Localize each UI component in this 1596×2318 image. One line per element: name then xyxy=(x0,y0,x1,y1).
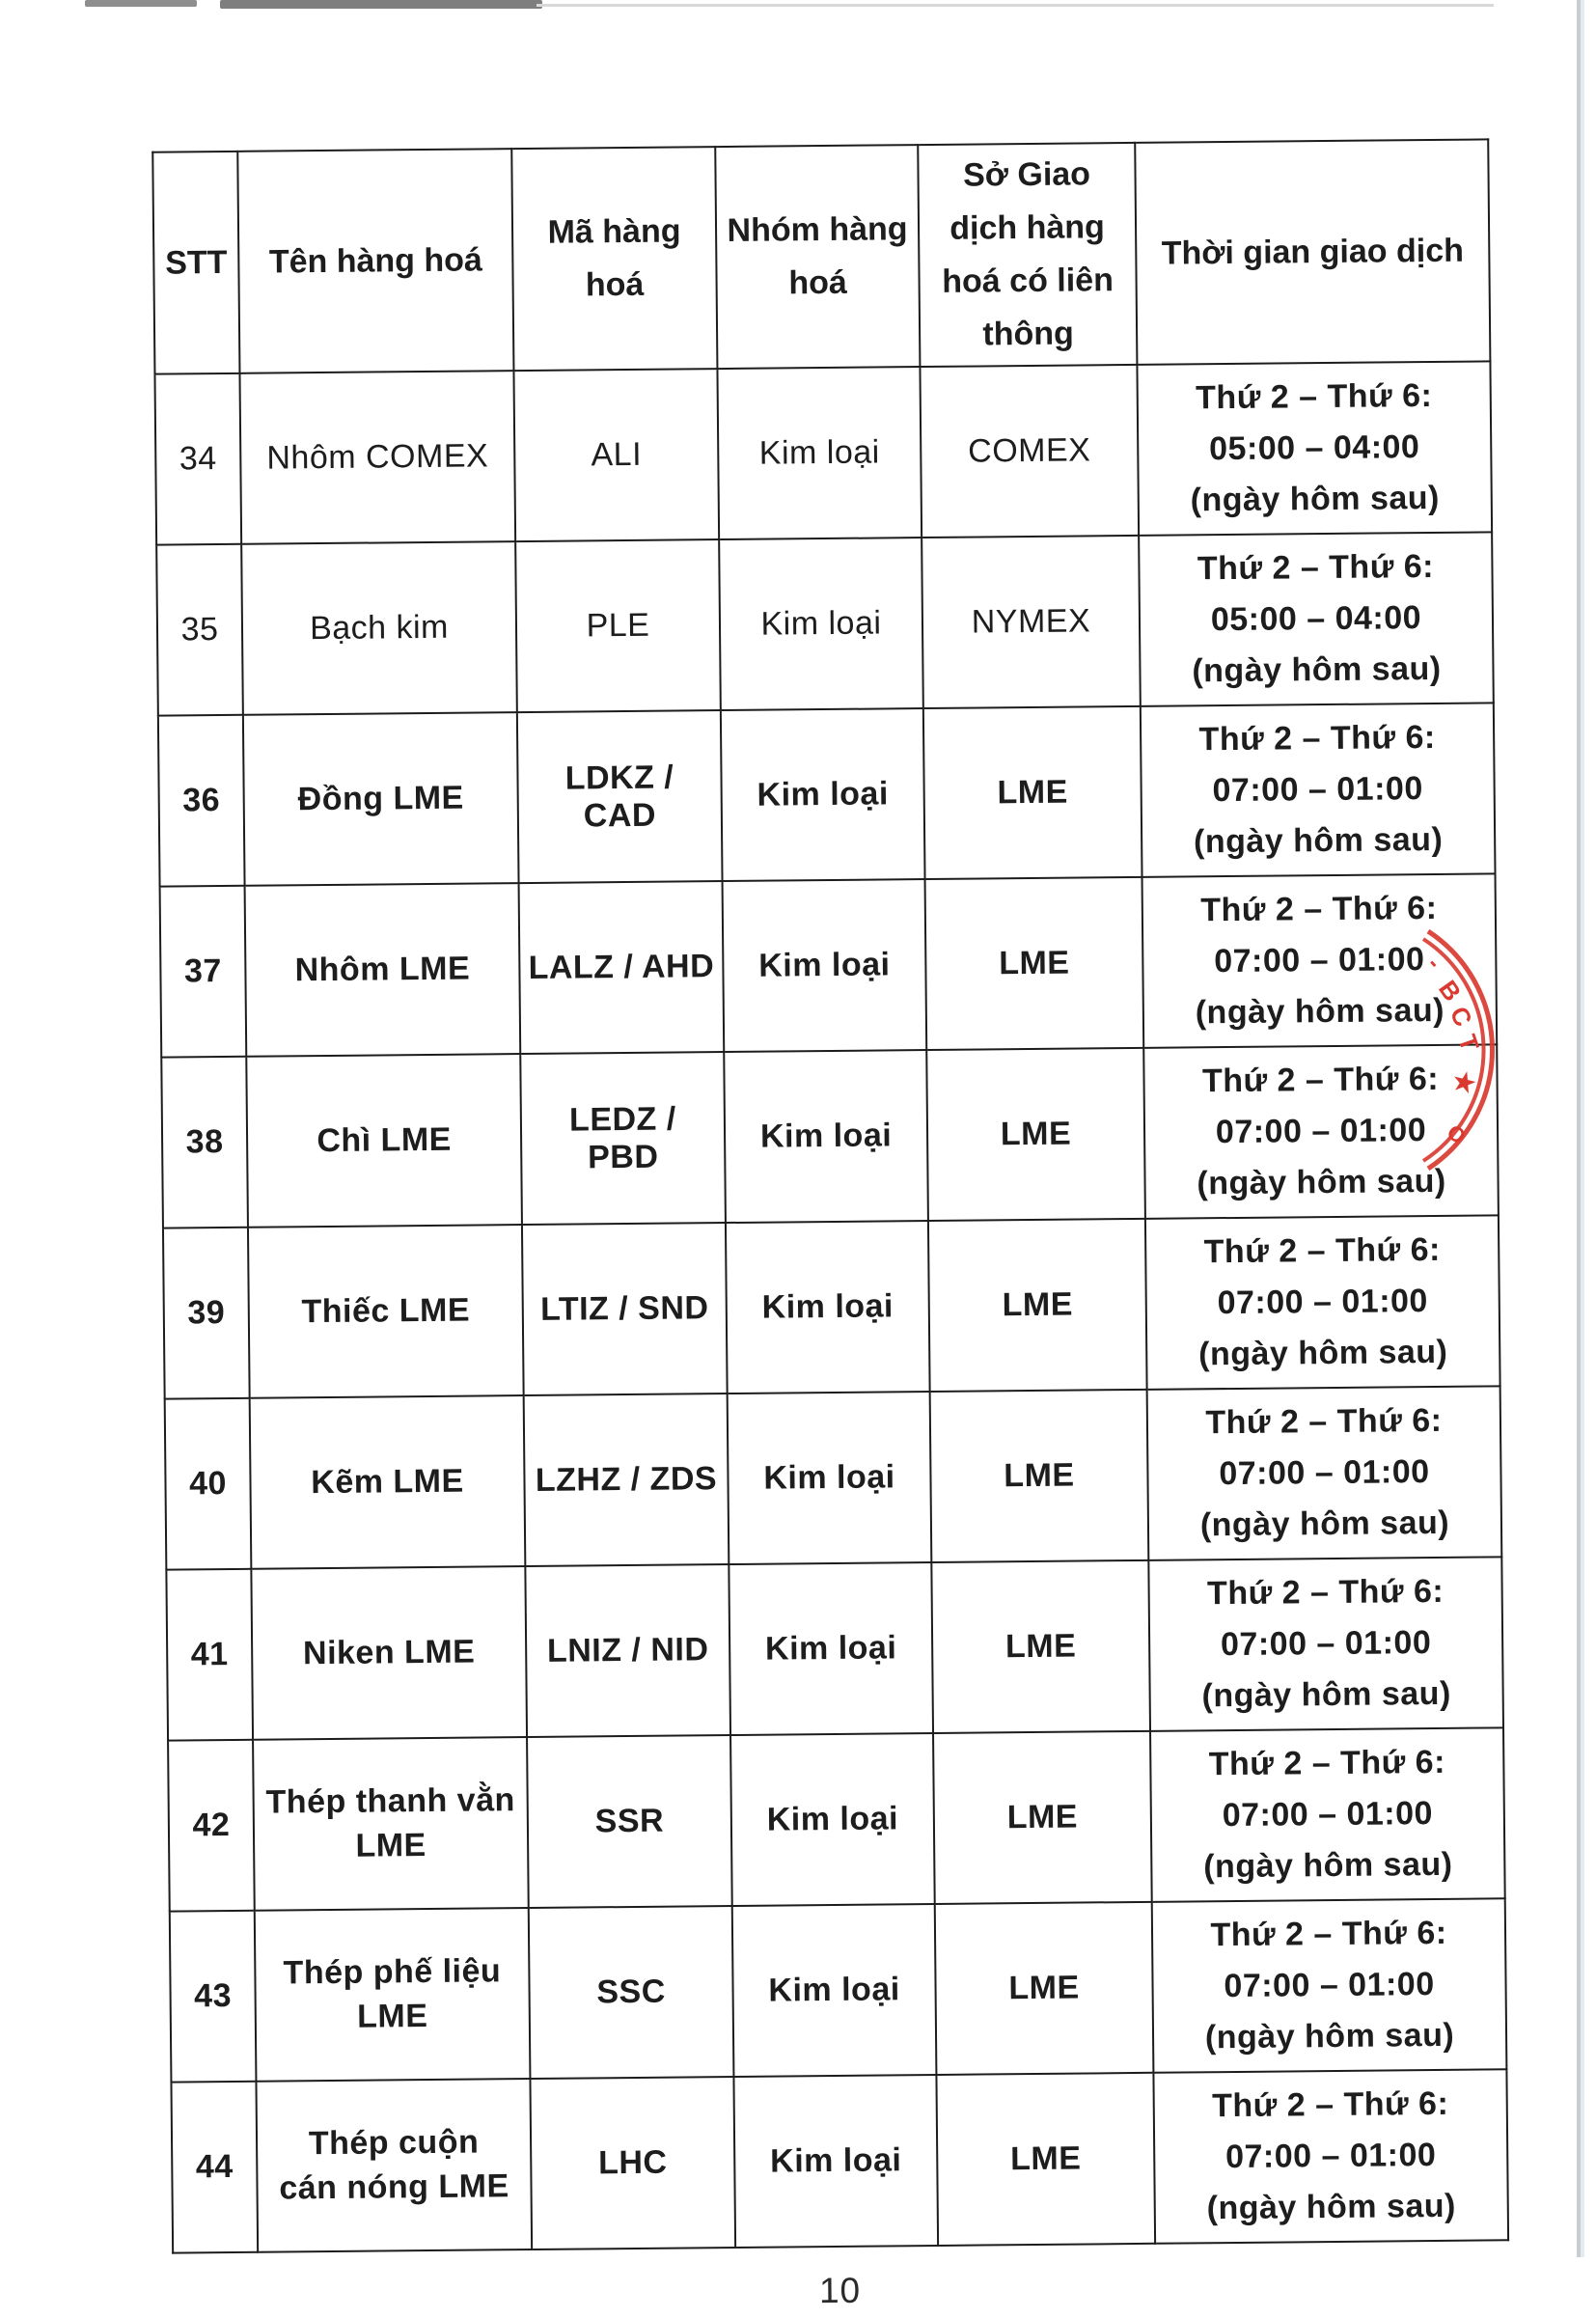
trading-time-cell xyxy=(1139,533,1494,707)
commodity-code-cell: LTIZ / SND xyxy=(522,1223,728,1395)
trading-time-cell xyxy=(1152,1899,1507,2074)
exchange-cell: LME xyxy=(935,1902,1154,2075)
trading-time-cell xyxy=(1142,874,1498,1049)
table-row xyxy=(158,704,1496,887)
trading-time-line: Thứ 2 – Thứ 6: xyxy=(1200,890,1438,929)
table-row xyxy=(171,2070,1508,2253)
commodity-name-cell: Niken LME xyxy=(251,1566,527,1740)
exchange-cell: COMEX xyxy=(920,365,1139,538)
svg-text:B: B xyxy=(1433,975,1468,1007)
table-row xyxy=(161,1045,1499,1228)
trading-time-line: Thứ 2 – Thứ 6: xyxy=(1196,377,1433,417)
row-number-cell: 39 xyxy=(163,1228,250,1399)
trading-time-line: Thứ 2 – Thứ 6: xyxy=(1198,719,1436,759)
trading-time-cell xyxy=(1141,704,1496,878)
exchange-cell: LME xyxy=(923,706,1142,879)
commodity-table-container xyxy=(151,138,1507,2317)
trading-time-line: (ngày hôm sau) xyxy=(1197,1163,1446,1202)
commodity-table xyxy=(151,138,1509,2254)
trading-time-cell xyxy=(1153,2070,1508,2245)
commodity-name-cell: Thép cuộn cán nóng LME xyxy=(256,2079,532,2252)
commodity-group-cell: Kim loại xyxy=(719,538,923,710)
commodity-group-cell: Kim loại xyxy=(729,1562,933,1735)
commodity-name-cell: Thép thanh vằn LME xyxy=(253,1737,529,1911)
commodity-group-cell: Kim loại xyxy=(728,1392,932,1564)
commodity-name-cell: Kẽm LME xyxy=(250,1395,526,1569)
row-number-cell: 34 xyxy=(154,373,241,545)
trading-time-line: 07:00 – 01:00 xyxy=(1222,1795,1434,1835)
col-header-time: Thời gian giao dịch xyxy=(1135,139,1490,365)
exchange-cell: LME xyxy=(930,1390,1149,1562)
col-header-code: Mã hàng hoá xyxy=(511,147,717,371)
page-number: 10 xyxy=(818,2271,862,2311)
commodity-name-cell: Chì LME xyxy=(246,1054,522,1228)
commodity-group-cell: Kim loại xyxy=(721,708,925,881)
table-row xyxy=(163,1216,1500,1399)
scan-smudge xyxy=(85,0,197,7)
commodity-name-cell: Bạch kim xyxy=(241,541,517,715)
table-row xyxy=(156,533,1494,716)
svg-text:-: - xyxy=(1421,951,1446,975)
table-row xyxy=(154,362,1492,545)
trading-time-line: Thứ 2 – Thứ 6: xyxy=(1203,1231,1442,1271)
row-number-cell: 43 xyxy=(170,1911,257,2083)
commodity-group-cell: Kim loại xyxy=(726,1221,930,1394)
commodity-group-cell: Kim loại xyxy=(732,1904,937,2077)
trading-time-line: 07:00 – 01:00 xyxy=(1215,1112,1427,1151)
commodity-code-cell: SSC xyxy=(529,1906,734,2079)
col-header-stt: STT xyxy=(152,152,239,374)
trading-time-line: 07:00 – 01:00 xyxy=(1225,2137,1437,2176)
svg-text:O: O xyxy=(1442,1119,1471,1149)
trading-time-line: (ngày hôm sau) xyxy=(1192,650,1442,690)
commodity-code-cell: PLE xyxy=(515,539,721,712)
scan-hairline xyxy=(537,4,1494,7)
col-header-group: Nhóm hàng hoá xyxy=(715,145,920,369)
svg-text:T: T xyxy=(1452,1031,1485,1055)
trading-time-cell xyxy=(1145,1216,1500,1391)
table-row xyxy=(160,874,1498,1058)
commodity-code-cell: LHC xyxy=(530,2077,735,2249)
row-number-cell: 44 xyxy=(171,2082,258,2253)
commodity-group-cell: Kim loại xyxy=(730,1733,935,1906)
row-number-cell: 41 xyxy=(166,1569,253,1741)
commodity-code-cell: LNIZ / NID xyxy=(525,1564,730,1737)
table-row xyxy=(166,1558,1503,1741)
commodity-code-cell: LALZ / AHD xyxy=(519,881,725,1054)
commodity-name-cell: Đồng LME xyxy=(243,712,519,886)
row-number-cell: 40 xyxy=(165,1398,252,1570)
table-row xyxy=(168,1728,1505,1912)
trading-time-line: (ngày hôm sau) xyxy=(1206,2188,1457,2227)
commodity-name-cell: Thiếc LME xyxy=(248,1225,524,1398)
trading-time-line: Thứ 2 – Thứ 6: xyxy=(1211,2085,1449,2125)
exchange-cell: LME xyxy=(928,1219,1147,1392)
commodity-code-cell: LZHZ / ZDS xyxy=(524,1394,729,1566)
trading-time-line: Thứ 2 – Thứ 6: xyxy=(1206,1573,1445,1613)
row-number-cell: 38 xyxy=(161,1057,248,1228)
trading-time-line: Thứ 2 – Thứ 6: xyxy=(1201,1061,1440,1100)
trading-time-line: Thứ 2 – Thứ 6: xyxy=(1197,548,1435,588)
trading-time-line: (ngày hôm sau) xyxy=(1197,1334,1448,1373)
row-number-cell: 36 xyxy=(158,715,245,887)
trading-time-line: (ngày hôm sau) xyxy=(1199,1504,1450,1544)
svg-text:★: ★ xyxy=(1447,1063,1481,1102)
trading-time-cell xyxy=(1148,1558,1503,1732)
trading-time-line: (ngày hôm sau) xyxy=(1201,1675,1451,1715)
commodity-group-cell: Kim loại xyxy=(724,1050,928,1223)
trading-time-line: (ngày hôm sau) xyxy=(1190,480,1441,519)
table-row xyxy=(170,1899,1507,2083)
trading-time-line: (ngày hôm sau) xyxy=(1195,992,1445,1032)
commodity-code-cell: LDKZ / CAD xyxy=(517,710,723,883)
scan-smudge xyxy=(220,0,542,9)
trading-time-line: 07:00 – 01:00 xyxy=(1212,770,1423,810)
col-header-name: Tên hàng hoá xyxy=(237,149,513,373)
trading-time-line: 07:00 – 01:00 xyxy=(1214,941,1425,980)
trading-time-cell xyxy=(1147,1387,1502,1561)
trading-time-line: 07:00 – 01:00 xyxy=(1220,1624,1432,1664)
exchange-cell: LME xyxy=(933,1731,1152,1904)
commodity-name-cell: Nhôm LME xyxy=(245,883,521,1057)
trading-time-line: 05:00 – 04:00 xyxy=(1208,428,1420,468)
page-edge-line xyxy=(1577,0,1581,2257)
row-number-cell: 42 xyxy=(168,1740,255,1912)
trading-time-cell xyxy=(1137,362,1492,537)
commodity-name-cell: Nhôm COMEX xyxy=(239,371,515,544)
col-header-exchange: Sở Giao dịch hàng hoá có liên thông xyxy=(918,143,1137,367)
trading-time-line: (ngày hôm sau) xyxy=(1203,1846,1453,1886)
svg-text:C: C xyxy=(1444,1002,1478,1032)
trading-time-cell xyxy=(1150,1728,1505,1903)
commodity-group-cell: Kim loại xyxy=(723,879,927,1052)
trading-time-line: Thứ 2 – Thứ 6: xyxy=(1208,1744,1446,1783)
row-number-cell: 35 xyxy=(156,544,243,716)
trading-time-line: (ngày hôm sau) xyxy=(1204,2017,1455,2056)
exchange-cell: LME xyxy=(926,1048,1145,1221)
commodity-code-cell: SSR xyxy=(527,1735,732,1908)
trading-time-line: 07:00 – 01:00 xyxy=(1224,1966,1435,2005)
commodity-group-cell: Kim loại xyxy=(733,2075,938,2248)
row-number-cell: 37 xyxy=(160,886,247,1058)
table-row xyxy=(165,1387,1502,1570)
commodity-code-cell: ALI xyxy=(513,369,719,541)
trading-time-line: Thứ 2 – Thứ 6: xyxy=(1205,1402,1443,1442)
trading-time-cell xyxy=(1143,1045,1499,1220)
exchange-cell: NYMEX xyxy=(922,536,1141,708)
trading-time-line: 07:00 – 01:00 xyxy=(1217,1283,1429,1322)
exchange-cell: LME xyxy=(925,877,1144,1050)
trading-time-line: Thứ 2 – Thứ 6: xyxy=(1210,1915,1447,1954)
trading-time-line: 05:00 – 04:00 xyxy=(1210,599,1422,639)
exchange-cell: LME xyxy=(936,2073,1155,2246)
trading-time-line: 07:00 – 01:00 xyxy=(1219,1453,1430,1493)
header-row xyxy=(152,139,1490,374)
exchange-cell: LME xyxy=(931,1560,1150,1733)
commodity-group-cell: Kim loại xyxy=(717,367,922,539)
commodity-code-cell: LEDZ / PBD xyxy=(520,1052,726,1225)
trading-time-line: (ngày hôm sau) xyxy=(1193,821,1444,861)
commodity-name-cell: Thép phế liệu LME xyxy=(255,1908,531,2082)
